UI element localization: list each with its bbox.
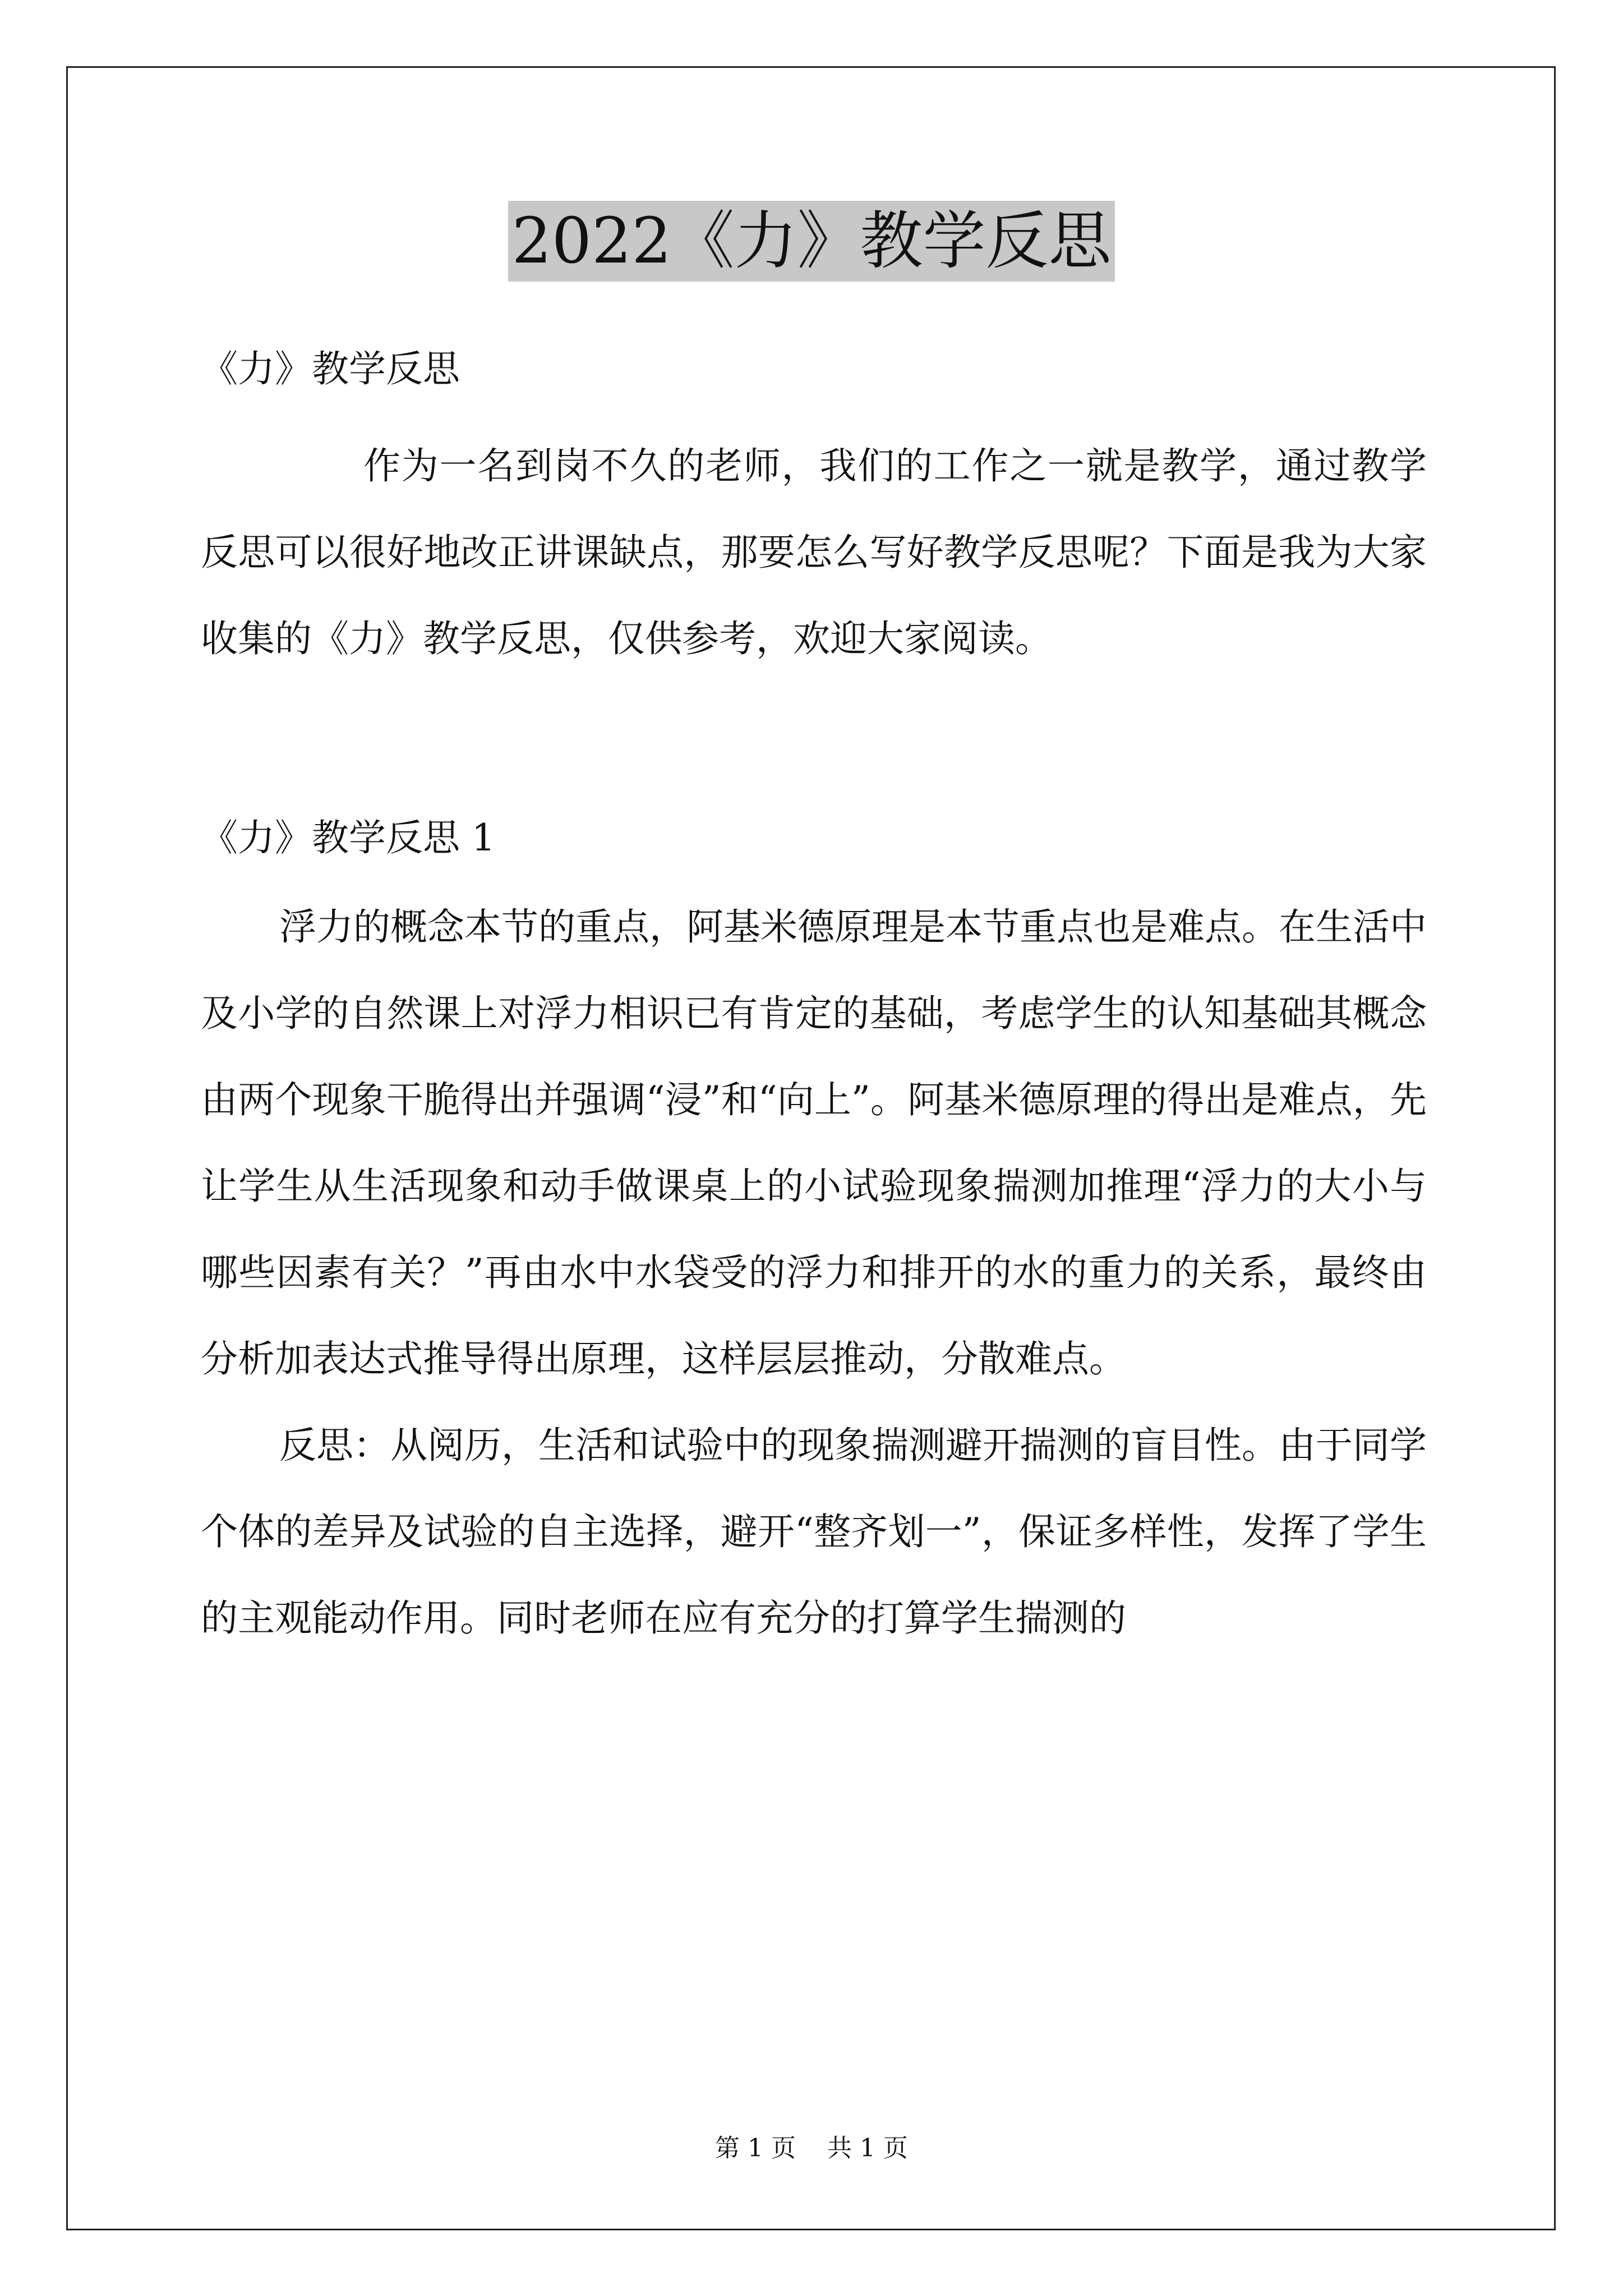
- body-paragraph-2: 反思：从阅历，生活和试验中的现象揣测避开揣测的盲目性。由于同学个体的差异及试验的自主选择，避开“整齐划一”，保证多样性，发挥了学生的主观能动作用。同时老师在应有充分的打算学生揣测的: [201, 1424, 1427, 1640]
- document-title: 2022《力》教学反思: [508, 201, 1114, 282]
- document-subtitle: 《力》教学反思: [201, 347, 460, 390]
- section-heading: 《力》教学反思 1: [201, 816, 495, 859]
- body-paragraph-1: 浮力的概念本节的重点，阿基米德原理是本节重点也是难点。在生活中及小学的自然课上对浮力相识已有肯定的基础，考虑学生的认知基础其概念由两个现象干脆得出并强调“浸”和“向上”。阿基米德原理的得出是难点，先让学生从生活现象和动手做课桌上的小试验现象揣测加推理“浮力的大小与哪些因素有关？”再由水中水袋受的浮力和排开的水的重力的关系，最终由分析加表达式推导得出原理，这样层层推动，分散难点。: [201, 905, 1427, 1381]
- document-body: [201, 331, 1427, 1662]
- title-container: [0, 201, 1623, 282]
- intro-paragraph: 作为一名到岗不久的老师，我们的工作之一就是教学，通过教学反思可以很好地改正讲课缺点，那要怎么写好教学反思呢？下面是我为大家收集的《力》教学反思，仅供参考，欢迎大家阅读。: [201, 444, 1427, 660]
- page-footer: 第 1 页 共 1 页: [715, 2134, 908, 2162]
